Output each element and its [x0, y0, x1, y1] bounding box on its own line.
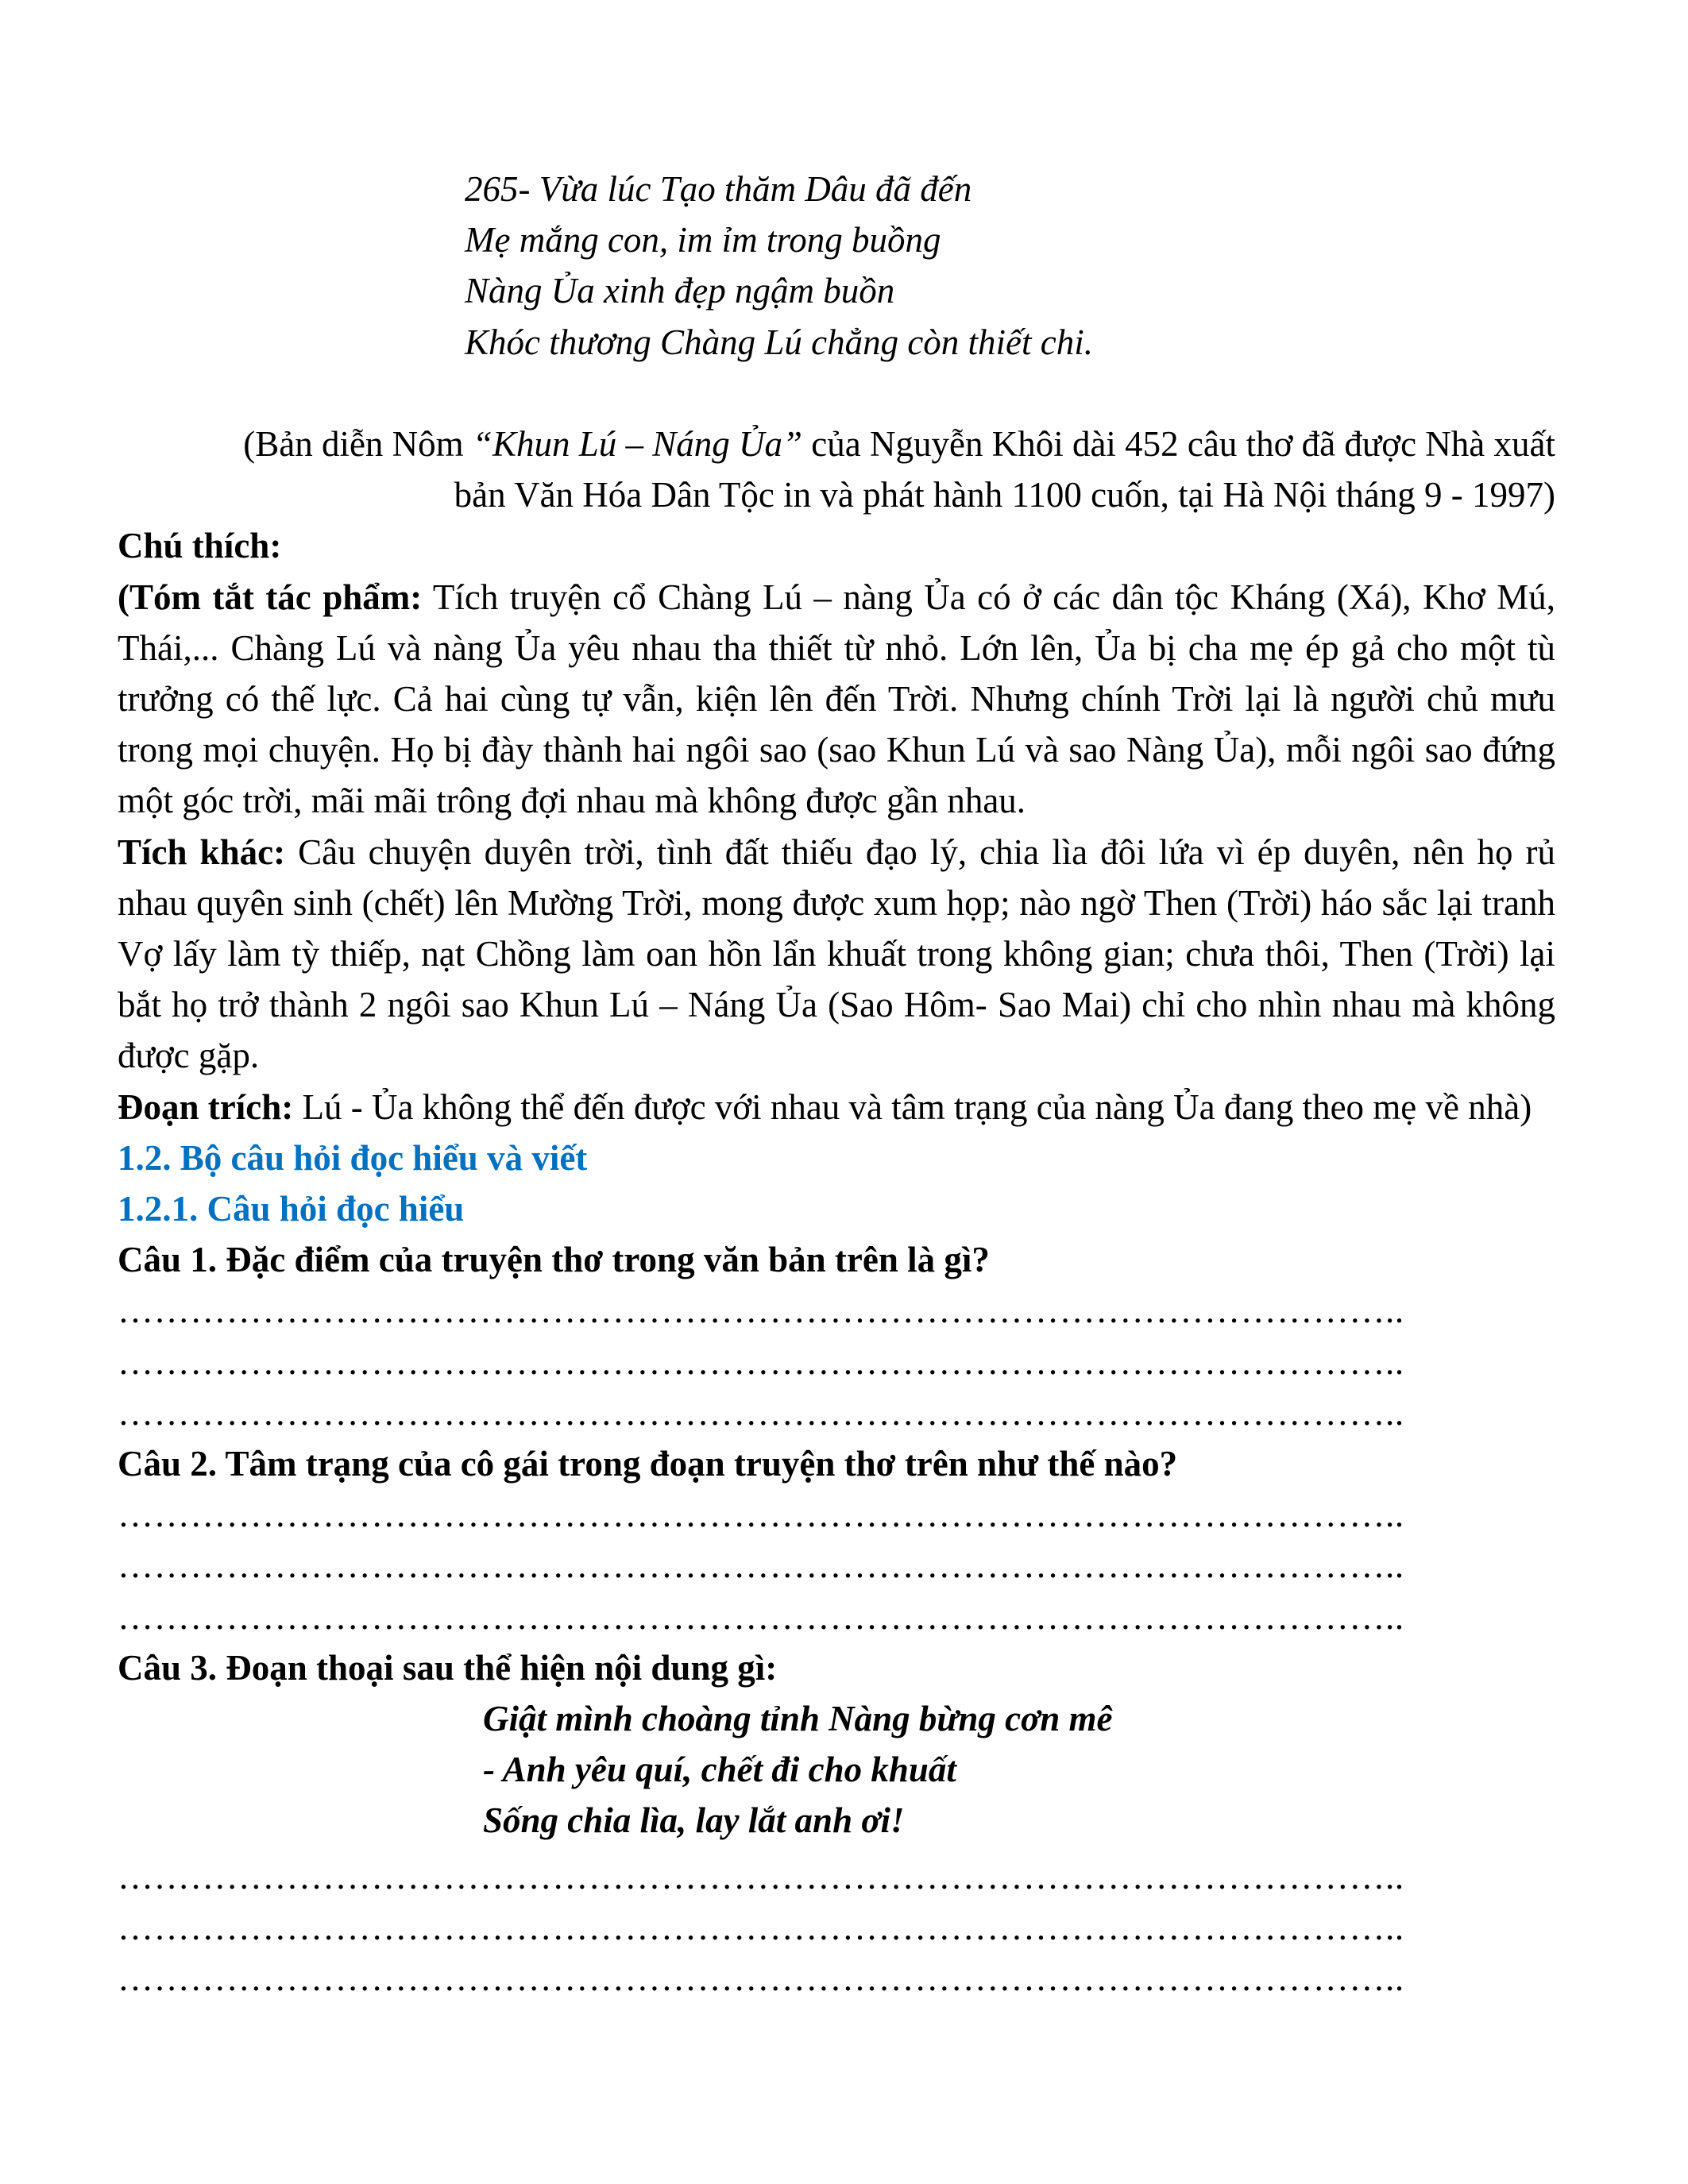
document-page [118, 164, 1555, 2004]
answer-line[interactable]: …………………………………………………………………………………………….. [118, 1545, 1404, 1586]
question-1: Câu 1. Đặc điểm của truyện thơ trong văn bản trên là gì? [118, 1240, 990, 1280]
excerpt-label: Đoạn trích: [118, 1086, 294, 1127]
question-3: Câu 3. Đoạn thoại sau thể hiện nội dung gì: [118, 1647, 778, 1688]
answer-line[interactable]: …………………………………………………………………………………………….. [118, 1392, 1404, 1433]
poem-line: Nàng Ủa xinh đẹp ngậm buồn [465, 271, 895, 311]
answer-line[interactable]: …………………………………………………………………………………………….. [118, 1291, 1404, 1331]
citation-text: (Bản diễn Nôm [243, 424, 473, 464]
answer-line[interactable]: …………………………………………………………………………………………….. [118, 1907, 1404, 1947]
question-2: Câu 2. Tâm trạng của cô gái trong đoạn truyện thơ trên như thế nào? [118, 1444, 1178, 1484]
answer-line[interactable]: …………………………………………………………………………………………….. [118, 1596, 1404, 1637]
notes-heading: Chú thích: [118, 526, 282, 566]
answer-line[interactable]: …………………………………………………………………………………………….. [118, 1958, 1404, 1999]
other-label: Tích khác: [118, 832, 286, 872]
excerpt-paragraph [118, 1082, 1555, 1133]
section-subheading: 1.2.1. Câu hỏi đọc hiểu [118, 1189, 465, 1229]
poem-line: 265- Vừa lúc Tạo thăm Dâu đã đến [465, 169, 972, 209]
poem-line: Khóc thương Chàng Lú chẳng còn thiết chi. [465, 322, 1093, 362]
source-citation [118, 419, 1555, 520]
answer-line[interactable]: …………………………………………………………………………………………….. [118, 1856, 1404, 1897]
answer-line[interactable]: …………………………………………………………………………………………….. [118, 1495, 1404, 1535]
poem-line: Mẹ mắng con, im ỉm trong buồng [465, 220, 941, 260]
answer-line[interactable]: …………………………………………………………………………………………….. [118, 1341, 1404, 1382]
citation-text: của Nguyễn Khôi dài 452 câu thơ đã được Nhà xuất [802, 424, 1555, 464]
quote-line: - Anh yêu quí, chết đi cho khuất [483, 1750, 956, 1790]
poem-excerpt [118, 164, 1555, 368]
quote-line: Giật mình choàng tỉnh Nàng bừng cơn mê [483, 1699, 1113, 1739]
summary-paragraph [118, 572, 1555, 827]
citation-text: bản Văn Hóa Dân Tộc in và phát hành 1100 cuốn, tại Hà Nội tháng 9 - 1997) [454, 475, 1555, 515]
other-text: Câu chuyện duyên trời, tình đất thiếu đạo lý, chia lìa đôi lứa vì ép duyên, nên họ rủ nhau quyên sinh (chết) lên Mường Trời, mong được xum họp; nào ngờ Then (Trời) háo sắc lại tranh Vợ lấy làm tỳ thiếp, nạt Chồng làm oan hồn lẩn khuất trong không gian; chưa thôi, Then (Trời) lại bắt họ trở thành 2 ngôi sao Khun Lú – Náng Ủa (Sao Hôm- Sao Mai) chỉ cho nhìn nhau mà không được gặp. [118, 832, 1555, 1076]
section-heading: 1.2. Bộ câu hỏi đọc hiểu và viết [118, 1137, 588, 1178]
summary-label: (Tóm tắt tác phẩm: [118, 577, 423, 617]
citation-title: “Khun Lú – Náng Ủa” [472, 424, 803, 464]
summary-text: Tích truyện cổ Chàng Lú – nàng Ủa có ở các dân tộc Kháng (Xá), Khơ Mú, Thái,... Chàng Lú và nàng Ủa yêu nhau tha thiết từ nhỏ. Lớn lên, Ủa bị cha mẹ ép gả cho một tù trưởng có thế lực. Cả hai cùng tự vẫn, kiện lên đến Trời. Nhưng chính Trời lại là người chủ mưu trong mọi chuyện. Họ bị đày thành hai ngôi sao (sao Khun Lú và sao Nàng Ủa), mỗi ngôi sao đứng một góc trời, mãi mãi trông đợi nhau mà không được gần nhau. [118, 577, 1555, 821]
excerpt-text: Lú - Ủa không thể đến được với nhau và tâm trạng của nàng Ủa đang theo mẹ về nhà) [293, 1086, 1532, 1127]
quote-line: Sống chia lìa, lay lắt anh ơi! [483, 1800, 905, 1841]
other-version-paragraph [118, 827, 1555, 1082]
